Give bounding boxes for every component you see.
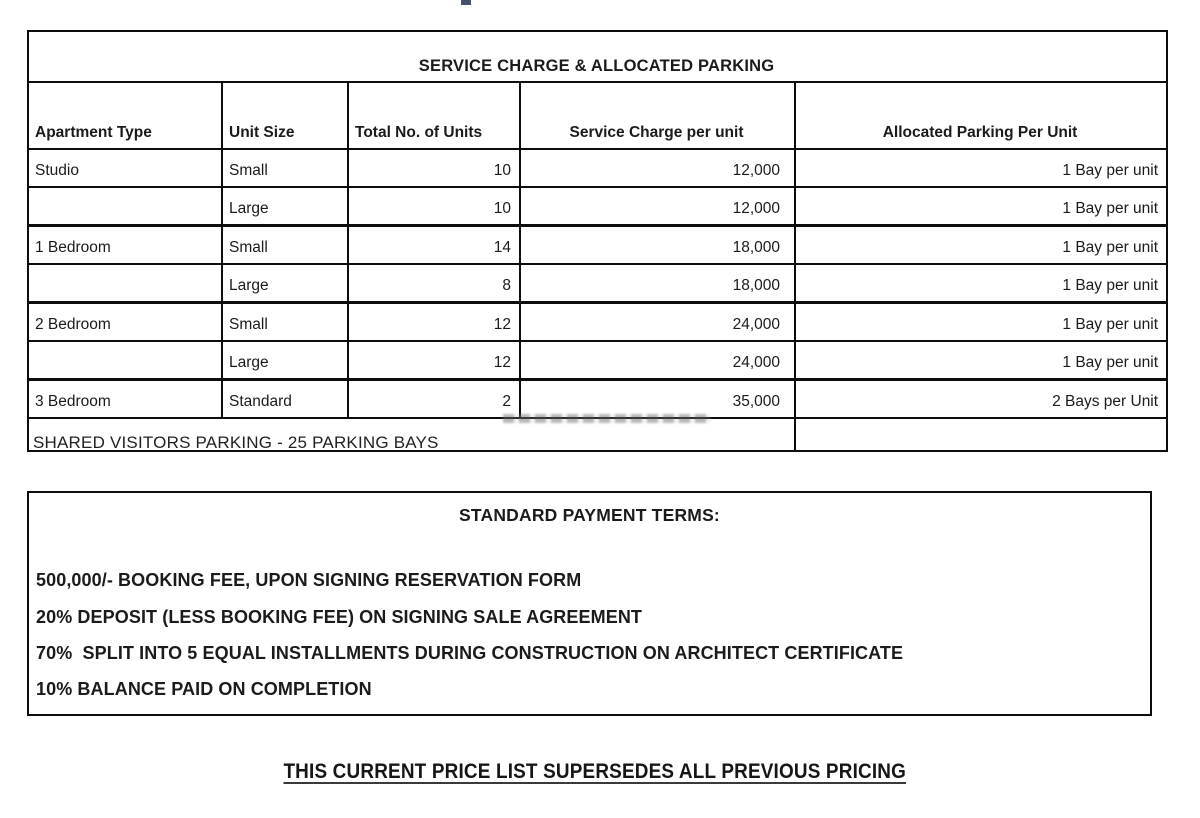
cell-unit-size: Large	[222, 264, 348, 303]
table-row	[28, 149, 1167, 187]
cell-service-charge: 18,000	[520, 226, 795, 265]
payment-terms-title: STANDARD PAYMENT TERMS:	[459, 505, 720, 525]
table-title: SERVICE CHARGE & ALLOCATED PARKING	[28, 31, 1167, 82]
payment-term-deposit: 20% DEPOSIT (LESS BOOKING FEE) ON SIGNING SALE AGREEMENT	[36, 607, 643, 627]
footer-notice-wrap	[27, 759, 1163, 784]
cell-allocated-parking: 1 Bay per unit	[795, 187, 1167, 226]
cell-total-units: 12	[348, 341, 520, 380]
cell-allocated-parking: 1 Bay per unit	[795, 264, 1167, 303]
cell-allocated-parking: 1 Bay per unit	[795, 226, 1167, 265]
cell-total-units: 14	[348, 226, 520, 265]
empty-cell	[795, 418, 1167, 451]
cell-apartment-type	[28, 264, 222, 303]
col-header-apartment-type: Apartment Type	[28, 82, 222, 149]
cell-allocated-parking: 1 Bay per unit	[795, 303, 1167, 342]
cell-unit-size: Large	[222, 187, 348, 226]
table-row	[28, 341, 1167, 380]
cell-apartment-type: 2 Bedroom	[28, 303, 222, 342]
cell-allocated-parking: 1 Bay per unit	[795, 149, 1167, 187]
cell-apartment-type	[28, 341, 222, 380]
cell-allocated-parking: 1 Bay per unit	[795, 341, 1167, 380]
col-header-allocated-parking: Allocated Parking Per Unit	[795, 82, 1167, 149]
cell-service-charge: 12,000	[520, 149, 795, 187]
table-row	[28, 187, 1167, 226]
col-header-total-units: Total No. of Units	[348, 82, 520, 149]
cell-unit-size: Small	[222, 226, 348, 265]
cell-total-units: 8	[348, 264, 520, 303]
cell-unit-size: Small	[222, 303, 348, 342]
payment-term-installments: 70% SPLIT INTO 5 EQUAL INSTALLMENTS DURING CONSTRUCTION ON ARCHITECT CERTIFICATE	[36, 643, 904, 663]
cell-service-charge: 24,000	[520, 341, 795, 380]
cell-service-charge: 24,000	[520, 303, 795, 342]
cell-apartment-type: 3 Bedroom	[28, 380, 222, 419]
cell-unit-size: Standard	[222, 380, 348, 419]
cell-total-units: 10	[348, 187, 520, 226]
cell-unit-size: Small	[222, 149, 348, 187]
cell-total-units: 12	[348, 303, 520, 342]
table-row	[28, 264, 1167, 303]
payment-term-balance: 10% BALANCE PAID ON COMPLETION	[36, 679, 372, 699]
table-title-row	[28, 31, 1167, 82]
watermark-artifact	[503, 414, 711, 423]
cell-total-units: 2	[348, 380, 520, 419]
table-row	[28, 380, 1167, 419]
cell-apartment-type: Studio	[28, 149, 222, 187]
cell-apartment-type	[28, 187, 222, 226]
table-row	[28, 226, 1167, 265]
footer-notice: THIS CURRENT PRICE LIST SUPERSEDES ALL PREVIOUS PRICING	[283, 759, 907, 783]
cell-apartment-type: 1 Bedroom	[28, 226, 222, 265]
payment-term-booking-fee: 500,000/- BOOKING FEE, UPON SIGNING RESERVATION FORM	[36, 570, 582, 590]
cell-service-charge: 35,000	[520, 380, 795, 419]
visitors-parking-note: SHARED VISITORS PARKING - 25 PARKING BAYS	[33, 433, 439, 452]
col-header-service-charge: Service Charge per unit	[520, 82, 795, 149]
cropped-heading-fragment	[461, 0, 471, 5]
cell-service-charge: 18,000	[520, 264, 795, 303]
cell-allocated-parking: 2 Bays per Unit	[795, 380, 1167, 419]
cell-total-units: 10	[348, 149, 520, 187]
payment-terms-box	[27, 491, 1152, 716]
col-header-unit-size: Unit Size	[222, 82, 348, 149]
table-row	[28, 303, 1167, 342]
service-charge-table	[27, 30, 1168, 452]
cell-service-charge: 12,000	[520, 187, 795, 226]
cell-unit-size: Large	[222, 341, 348, 380]
table-header-row	[28, 82, 1167, 149]
